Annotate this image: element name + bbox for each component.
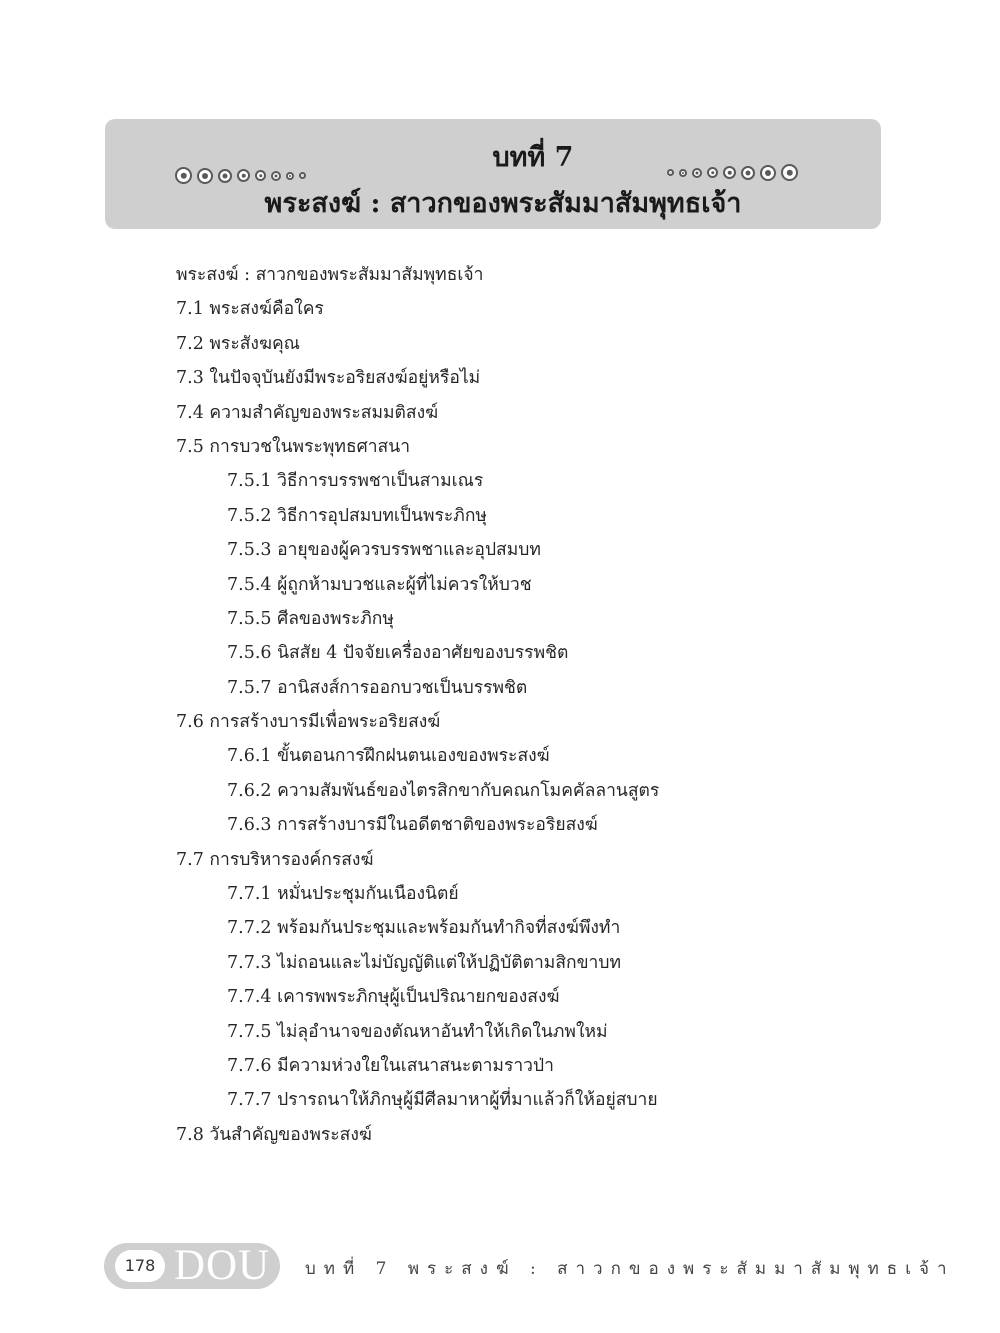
toc-item: 7.7.2 พร้อมกันประชุมและพร้อมกันทำกิจที่สงฆ์พึงทำ: [227, 918, 621, 939]
toc-item: 7.6.1 ขั้นตอนการฝึกฝนตนเองของพระสงฆ์: [227, 746, 550, 767]
toc-item: 7.5.1 วิธีการบรรพชาเป็นสามเณร: [227, 471, 484, 492]
toc-item: 7.2 พระสังฆคุณ: [176, 333, 300, 354]
toc-item: 7.7.3 ไม่ถอนและไม่บัญญัติแต่ให้ปฏิบัติตามสิกขาบท: [227, 952, 622, 973]
chapter-title: พระสงฆ์ : สาวกของพระสัมมาสัมพุทธเจ้า: [264, 188, 742, 219]
footer-badge: [104, 1243, 280, 1289]
table-of-contents: [0, 258, 1000, 1152]
toc-item: 7.5 การบวชในพระพุทธศาสนา: [176, 436, 411, 457]
page-number: 178: [115, 1250, 165, 1282]
toc-item: 7.7.4 เคารพพระภิกษุผู้เป็นปริณายกของสงฆ์: [227, 987, 560, 1008]
toc-item: 7.5.5 ศีลของพระภิกษุ: [227, 608, 394, 629]
toc-item: 7.7.6 มีความห่วงใยในเสนาสนะตามราวป่า: [227, 1055, 554, 1076]
toc-item: 7.7.1 หมั่นประชุมกันเนืองนิตย์: [227, 884, 459, 905]
toc-item: 7.6 การสร้างบารมีเพื่อพระอริยสงฆ์: [176, 712, 441, 733]
toc-item: พระสงฆ์ : สาวกของพระสัมมาสัมพุทธเจ้า: [176, 265, 484, 285]
running-head: บทที่ 7 พระสงฆ์ : สาวกของพระสัมมาสัมพุทธเจ้า: [305, 1259, 955, 1279]
toc-item: 7.1 พระสงฆ์คือใคร: [176, 299, 324, 320]
dou-logo: DOU: [174, 1242, 271, 1289]
toc-item: 7.6.3 การสร้างบารมีในอดีตชาติของพระอริยสงฆ์: [227, 815, 598, 836]
toc-item: 7.5.3 อายุของผู้ควรบรรพชาและอุปสมบท: [227, 540, 541, 561]
toc-item: 7.7.5 ไม่ลุอำนาจของตัณหาอันทำให้เกิดในภพใหม่: [227, 1021, 608, 1042]
toc-item: 7.5.2 วิธีการอุปสมบทเป็นพระภิกษุ: [227, 505, 487, 526]
toc-item: 7.7.7 ปรารถนาให้ภิกษุผู้มีศีลมาหาผู้ที่มาแล้วก็ให้อยู่สบาย: [227, 1090, 658, 1111]
toc-item: 7.5.4 ผู้ถูกห้ามบวชและผู้ที่ไม่ควรให้บวช: [227, 574, 532, 595]
chapter-banner: [105, 119, 881, 229]
chapter-number: บทที่ 7: [492, 142, 574, 173]
toc-item: 7.3 ในปัจจุบันยังมีพระอริยสงฆ์อยู่หรือไม่: [176, 368, 481, 389]
toc-item: 7.8 วันสำคัญของพระสงฆ์: [176, 1124, 372, 1145]
toc-item: 7.6.2 ความสัมพันธ์ของไตรสิกขากับคณกโมคคัลลานสูตร: [227, 780, 660, 801]
toc-item: 7.7 การบริหารองค์กรสงฆ์: [176, 849, 374, 870]
toc-item: 7.5.6 นิสสัย 4 ปัจจัยเครื่องอาศัยของบรรพชิต: [227, 643, 569, 664]
toc-item: 7.4 ความสำคัญของพระสมมติสงฆ์: [176, 402, 439, 423]
toc-item: 7.5.7 อานิสงส์การออกบวชเป็นบรรพชิต: [227, 677, 528, 698]
